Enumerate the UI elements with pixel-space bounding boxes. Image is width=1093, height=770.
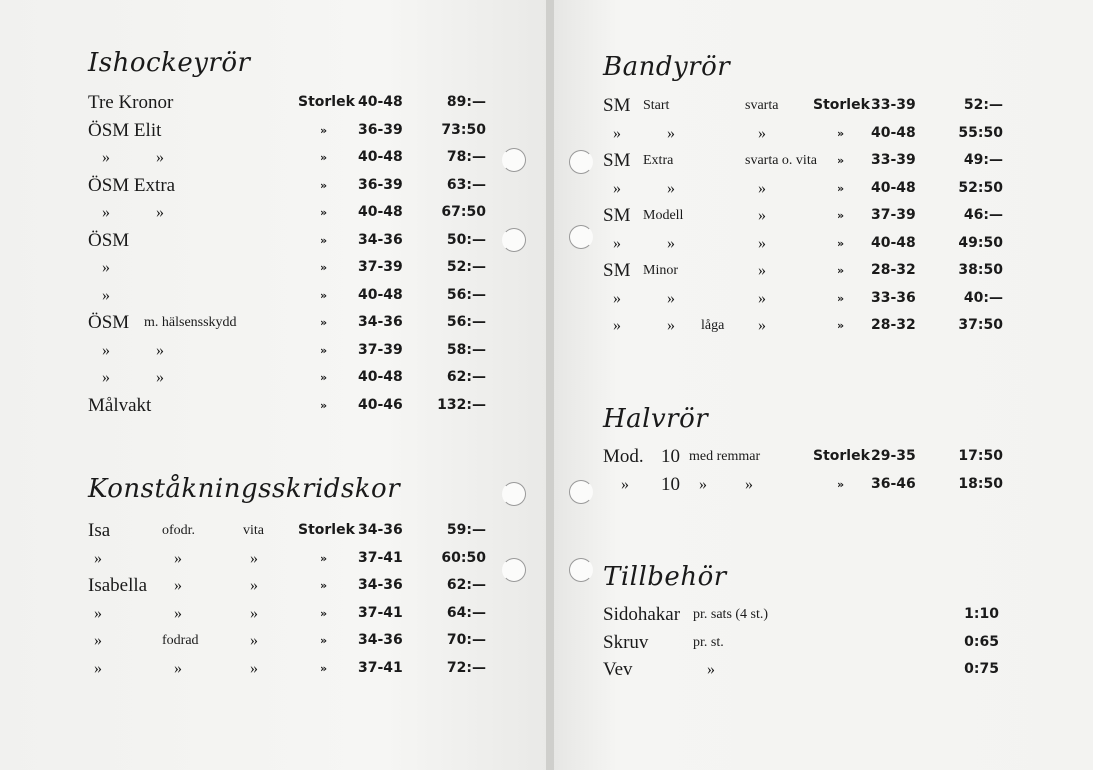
size-label: » bbox=[320, 316, 328, 329]
item-variant: » bbox=[707, 661, 715, 678]
item-name: » bbox=[94, 549, 102, 567]
size-label: » bbox=[320, 551, 328, 565]
item-price: 59:— bbox=[446, 522, 486, 538]
size-range: 40-48 bbox=[358, 369, 403, 385]
size-range: 37-39 bbox=[358, 341, 403, 358]
item-name: Skruv bbox=[603, 631, 649, 653]
item-color: » bbox=[758, 289, 766, 307]
price-row bbox=[88, 392, 508, 419]
size-label: » bbox=[320, 398, 328, 412]
price-row bbox=[603, 202, 1023, 229]
item-name: ÖSM Elit bbox=[88, 119, 162, 141]
item-variant: Modell bbox=[643, 208, 684, 223]
item-name: » bbox=[613, 179, 621, 197]
size-label: » bbox=[320, 123, 328, 137]
item-price: 89:— bbox=[446, 94, 486, 110]
item-name: Mod. bbox=[603, 446, 644, 467]
item-color: » bbox=[745, 475, 753, 493]
item-color: » bbox=[250, 577, 258, 594]
item-name: Tre Kronor bbox=[88, 92, 174, 113]
price-row bbox=[88, 309, 508, 336]
size-label: Storlek bbox=[813, 97, 870, 113]
item-color: » bbox=[250, 632, 258, 649]
item-variant: pr. sats (4 st.) bbox=[693, 607, 769, 622]
item-name: » bbox=[102, 259, 110, 276]
price-row bbox=[88, 572, 508, 599]
item-name: » bbox=[613, 234, 621, 252]
size-label: » bbox=[837, 236, 845, 250]
item-name: SM bbox=[603, 205, 631, 226]
size-range: 37-41 bbox=[358, 604, 403, 621]
size-range: 29-35 bbox=[871, 448, 916, 464]
price-row bbox=[603, 601, 1023, 628]
price-row bbox=[603, 471, 1023, 498]
item-color: svarta o. vita bbox=[745, 153, 817, 168]
item-name: » bbox=[94, 659, 102, 677]
price-row bbox=[603, 257, 1023, 284]
size-range: 34-36 bbox=[358, 231, 403, 248]
price-row bbox=[603, 230, 1023, 257]
price-row bbox=[603, 285, 1023, 312]
item-price: 78:— bbox=[446, 149, 486, 165]
item-price: 49:— bbox=[963, 152, 1003, 168]
item-color: » bbox=[250, 549, 258, 567]
item-name: Isa bbox=[88, 520, 111, 541]
section-title-tillbehor: Tillbehör bbox=[603, 562, 727, 592]
size-label: » bbox=[837, 477, 845, 491]
size-label: Storlek bbox=[813, 448, 870, 464]
item-name: SM bbox=[603, 95, 631, 116]
section-title-bandy: Bandyrör bbox=[603, 52, 731, 82]
price-row bbox=[603, 92, 1023, 119]
price-row bbox=[88, 517, 508, 544]
item-price: 52:— bbox=[963, 97, 1003, 113]
size-label: » bbox=[320, 343, 328, 357]
item-variant: » bbox=[667, 234, 675, 252]
item-name: » bbox=[102, 149, 110, 166]
size-label: Storlek bbox=[298, 522, 355, 538]
size-range: 40-48 bbox=[871, 179, 916, 196]
size-range: 40-46 bbox=[358, 396, 403, 413]
price-row bbox=[88, 364, 508, 391]
price-row bbox=[603, 147, 1023, 174]
price-row bbox=[88, 545, 508, 572]
size-label: » bbox=[837, 126, 845, 140]
price-row bbox=[88, 89, 508, 116]
price-row bbox=[603, 120, 1023, 147]
item-variant: » bbox=[667, 317, 675, 334]
price-row bbox=[88, 199, 508, 226]
item-name: » bbox=[613, 124, 621, 142]
punch-hole bbox=[569, 558, 593, 582]
item-variant: » bbox=[156, 204, 164, 221]
item-variant: Extra bbox=[643, 153, 674, 168]
size-range: 40-48 bbox=[358, 149, 403, 165]
item-color: » bbox=[758, 124, 766, 142]
item-name: » bbox=[613, 289, 621, 307]
item-variant: » bbox=[667, 124, 675, 142]
item-price: 62:— bbox=[446, 369, 486, 385]
item-name: » bbox=[102, 204, 110, 221]
size-label: Storlek bbox=[298, 94, 355, 110]
size-range: 40-48 bbox=[871, 234, 916, 251]
item-color: » bbox=[758, 234, 766, 252]
item-price: 46:— bbox=[963, 207, 1003, 223]
item-price: 67:50 bbox=[441, 204, 486, 220]
price-row bbox=[88, 337, 508, 364]
size-label: » bbox=[320, 634, 328, 647]
price-row bbox=[88, 144, 508, 171]
size-range: 34-36 bbox=[358, 577, 403, 593]
item-name: » bbox=[94, 632, 102, 649]
size-range: 33-36 bbox=[871, 289, 916, 306]
size-label: » bbox=[837, 319, 845, 332]
item-color: » bbox=[758, 262, 766, 279]
page-fold bbox=[546, 0, 554, 770]
item-price: 52:50 bbox=[958, 179, 1003, 196]
item-name: Vev bbox=[603, 659, 633, 680]
size-range: 40-48 bbox=[871, 124, 916, 141]
item-color: vita bbox=[243, 523, 264, 538]
item-price: 52:— bbox=[446, 259, 486, 275]
size-range: 36-39 bbox=[358, 121, 403, 138]
section-title-ishockey: Ishockeyrör bbox=[88, 48, 251, 78]
size-range: 40-48 bbox=[358, 94, 403, 110]
size-label: » bbox=[837, 154, 845, 167]
model-number: 10 bbox=[661, 446, 680, 467]
size-label: » bbox=[320, 579, 328, 592]
size-label: » bbox=[837, 209, 845, 222]
item-color: » bbox=[758, 179, 766, 197]
item-price: 56:— bbox=[446, 314, 486, 330]
item-variant: fodrad bbox=[162, 633, 199, 648]
price-row bbox=[88, 655, 508, 682]
item-name: » bbox=[94, 604, 102, 622]
item-variant: » bbox=[699, 475, 707, 493]
item-name: ÖSM Extra bbox=[88, 174, 176, 196]
item-price: 64:— bbox=[446, 604, 486, 621]
item-name: SM bbox=[603, 260, 631, 281]
item-name: ÖSM bbox=[88, 312, 130, 333]
item-name: » bbox=[102, 341, 110, 359]
size-range: 37-41 bbox=[358, 659, 403, 676]
size-label: » bbox=[320, 178, 328, 192]
size-label: » bbox=[320, 661, 328, 675]
price-row bbox=[603, 443, 1023, 470]
item-price: 0:75 bbox=[964, 661, 999, 677]
section-title-halv: Halvrör bbox=[603, 404, 709, 434]
item-price: 40:— bbox=[963, 289, 1003, 306]
size-label: » bbox=[320, 606, 328, 620]
item-variant: » bbox=[174, 549, 182, 567]
punch-hole bbox=[502, 482, 526, 506]
item-color: » bbox=[758, 317, 766, 334]
item-variant: » bbox=[156, 369, 164, 386]
size-range: 34-36 bbox=[358, 632, 403, 648]
size-range: 33-39 bbox=[871, 97, 916, 113]
item-color: » bbox=[250, 659, 258, 677]
item-variant: Minor bbox=[643, 263, 678, 278]
item-price: 0:65 bbox=[964, 633, 999, 650]
size-label: » bbox=[320, 261, 328, 274]
price-row bbox=[88, 254, 508, 281]
size-label: » bbox=[320, 371, 328, 384]
size-label: » bbox=[320, 151, 328, 164]
size-label: » bbox=[837, 181, 845, 195]
size-range: 37-41 bbox=[358, 549, 403, 566]
punch-hole bbox=[569, 225, 593, 249]
item-name: Sidohakar bbox=[603, 604, 681, 625]
item-name: » bbox=[102, 286, 110, 304]
size-range: 36-39 bbox=[358, 176, 403, 193]
item-price: 63:— bbox=[446, 176, 486, 193]
item-variant: » bbox=[174, 659, 182, 677]
item-variant: » bbox=[667, 179, 675, 197]
size-label: » bbox=[837, 291, 845, 305]
price-row bbox=[88, 600, 508, 627]
item-extra: låga bbox=[701, 318, 725, 333]
item-price: 56:— bbox=[446, 286, 486, 303]
price-row bbox=[88, 282, 508, 309]
item-price: 55:50 bbox=[958, 124, 1003, 141]
size-range: 28-32 bbox=[871, 317, 916, 333]
item-variant: ofodr. bbox=[162, 523, 196, 538]
item-price: 72:— bbox=[446, 659, 486, 676]
size-range: 28-32 bbox=[871, 262, 916, 278]
item-name: Isabella bbox=[88, 575, 148, 596]
item-price: 1:10 bbox=[964, 606, 999, 622]
size-range: 37-39 bbox=[871, 207, 916, 223]
item-name: SM bbox=[603, 150, 631, 171]
item-price: 58:— bbox=[446, 341, 486, 358]
price-row bbox=[88, 627, 508, 654]
item-name: Målvakt bbox=[88, 394, 152, 416]
item-variant: » bbox=[667, 289, 675, 307]
size-range: 34-36 bbox=[358, 522, 403, 538]
item-price: 18:50 bbox=[958, 475, 1003, 492]
item-price: 132:— bbox=[437, 396, 486, 413]
size-range: 33-39 bbox=[871, 152, 916, 168]
size-label: » bbox=[837, 264, 845, 277]
model-number: 10 bbox=[661, 473, 680, 495]
item-color: svarta bbox=[745, 98, 779, 113]
item-name: » bbox=[621, 475, 629, 493]
size-label: » bbox=[320, 206, 328, 219]
size-label: » bbox=[320, 288, 328, 302]
price-row bbox=[88, 117, 508, 144]
item-variant: pr. st. bbox=[693, 634, 724, 650]
price-row bbox=[603, 175, 1023, 202]
item-price: 62:— bbox=[446, 577, 486, 593]
size-label: » bbox=[320, 233, 328, 247]
item-variant: » bbox=[174, 604, 182, 622]
item-variant: » bbox=[174, 577, 182, 594]
item-variant: » bbox=[156, 341, 164, 359]
item-variant: » bbox=[156, 149, 164, 166]
item-price: 49:50 bbox=[958, 234, 1003, 251]
item-name: ÖSM bbox=[88, 229, 130, 251]
item-price: 73:50 bbox=[441, 121, 486, 138]
punch-hole bbox=[569, 150, 593, 174]
item-price: 50:— bbox=[446, 231, 486, 248]
size-range: 40-48 bbox=[358, 204, 403, 220]
size-range: 37-39 bbox=[358, 259, 403, 275]
item-price: 60:50 bbox=[441, 549, 486, 566]
item-price: 38:50 bbox=[958, 262, 1003, 278]
item-color: » bbox=[250, 604, 258, 622]
section-title-konst: Konståkningsskridskor bbox=[88, 474, 401, 504]
item-name: » bbox=[613, 317, 621, 334]
punch-hole bbox=[569, 480, 593, 504]
price-row bbox=[88, 227, 508, 254]
item-price: 17:50 bbox=[958, 448, 1003, 464]
item-variant: Start bbox=[643, 98, 670, 113]
item-price: 37:50 bbox=[958, 317, 1003, 333]
price-row bbox=[603, 656, 1023, 683]
price-row bbox=[603, 629, 1023, 656]
item-variant: med remmar bbox=[689, 449, 761, 464]
item-color: » bbox=[758, 207, 766, 224]
size-range: 36-46 bbox=[871, 475, 916, 492]
price-row bbox=[603, 312, 1023, 339]
item-variant: m. hälsensskydd bbox=[144, 315, 237, 330]
size-range: 34-36 bbox=[358, 314, 403, 330]
price-row bbox=[88, 172, 508, 199]
item-price: 70:— bbox=[446, 632, 486, 648]
size-range: 40-48 bbox=[358, 286, 403, 303]
item-name: » bbox=[102, 369, 110, 386]
